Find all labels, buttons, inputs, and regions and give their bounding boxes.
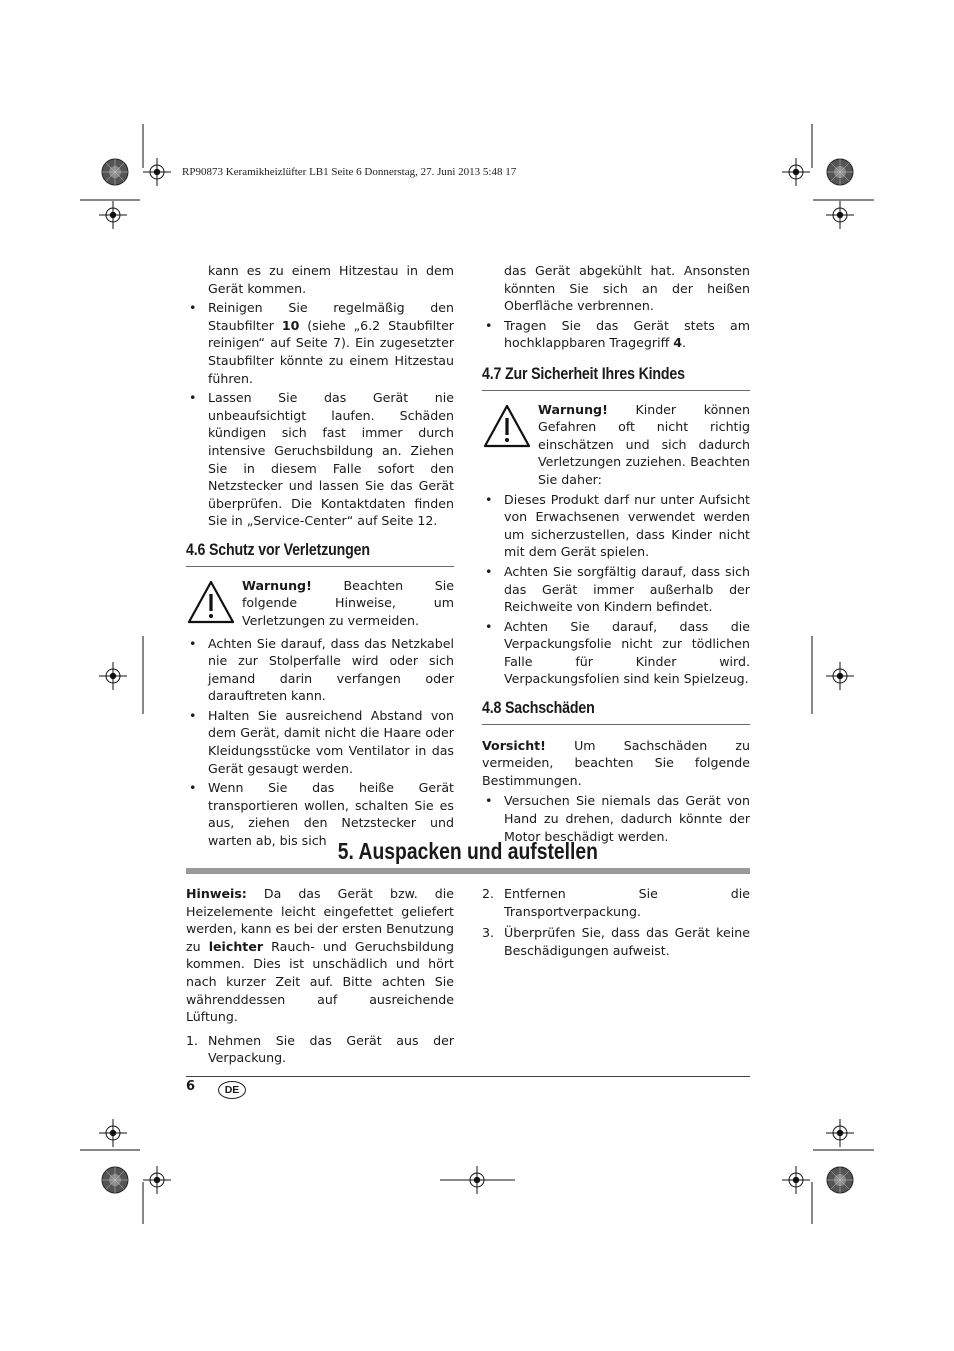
language-badge: DE bbox=[218, 1081, 246, 1099]
list-item: • Reinigen Sie regelmäßig den Staubfilter 10 (siehe „6.2 Staubfilter reinigen“ auf Seite 7). Ein zugesetzter Staubfilter könnte zu einem Hitzestau führen. bbox=[186, 299, 454, 387]
section-4-8 bbox=[482, 700, 750, 845]
list-item: • Wenn Sie das heiße Gerät transportieren wollen, schalten Sie es aus, ziehen den Netzstecker und warten ab, bis sich bbox=[186, 779, 454, 849]
intro-text: kann es zu einem Hitzestau in dem Gerät kommen. bbox=[208, 263, 454, 296]
heading-rule bbox=[482, 724, 750, 725]
heading-rule bbox=[186, 566, 454, 567]
chapter-heading: 5. Auspacken und aufstellen bbox=[337, 838, 599, 864]
list-item: • Dieses Produkt darf nur unter Aufsicht von Erwachsenen verwendet werden um sicherzustellen, dass Kinder nicht mit dem Gerät spielen. bbox=[482, 491, 750, 561]
chapter-heading-bar bbox=[186, 868, 750, 874]
step-item: 2. Entfernen Sie die Transportverpackung. bbox=[482, 886, 750, 919]
color-wheel-mark bbox=[102, 159, 128, 185]
list-item: • Halten Sie ausreichend Abstand von dem Gerät, damit nicht die Haare oder Kleidungsstücke vom Ventilator in das Gerät gesaugt werden. bbox=[186, 707, 454, 777]
continuation-text: das Gerät abgekühlt hat. Ansonsten könnten Sie sich an der heißen Oberfläche verbrennen. bbox=[504, 263, 750, 314]
warning-box: Warnung! Beachten Sie folgende Hinweise, um Verletzungen zu vermeiden. bbox=[186, 577, 454, 643]
section-heading: 4.6 Schutz vor Verletzungen bbox=[186, 540, 370, 559]
section-4-6 bbox=[186, 542, 454, 850]
warning-triangle-icon bbox=[186, 579, 236, 625]
warning-triangle-icon bbox=[482, 403, 532, 449]
list-item: • Lassen Sie das Gerät nie unbeaufsichtigt laufen. Schäden kündigen sich fast immer durch intensive Geruchsbildung an. Ziehen Sie in diesem Falle sofort den Netzstecker und lassen Sie das Gerät überprüfen. Die Kontaktdaten finden Sie in „Service-Center“ auf Seite 12. bbox=[186, 389, 454, 530]
note-text: Hinweis: Da das Gerät bzw. die Heizelemente leicht eingefettet geliefert werden, kann es bei der ersten Benutzung zu leichter Rauch- und Geruchsbildung kommen. Dies ist unschädlich und hört nach kurzer Zeit auf. Bitte achten Sie währenddessen auf ausreichende Lüftung. bbox=[186, 886, 454, 1025]
left-column bbox=[186, 262, 454, 852]
caution-text: Vorsicht! Um Sachschäden zu vermeiden, beachten Sie folgende Bestimmungen. bbox=[482, 737, 750, 788]
heading-rule bbox=[482, 390, 750, 391]
list-item: • Versuchen Sie niemals das Gerät von Hand zu drehen, dadurch könnte der Motor beschädigt werden. bbox=[482, 792, 750, 845]
list-item: • Achten Sie darauf, dass die Verpackungsfolie nicht zur tödlichen Falle für Kinder wird. Verpackungsfolien sind kein Spielzeug. bbox=[482, 618, 750, 688]
chapter-5-left bbox=[186, 885, 454, 1071]
step-item: 1. Nehmen Sie das Gerät aus der Verpackung. bbox=[186, 1032, 454, 1066]
section-heading: 4.7 Zur Sicherheit Ihres Kindes bbox=[482, 364, 685, 383]
footer-rule bbox=[186, 1076, 750, 1077]
warning-box: Warnung! Kinder können Gefahren oft nicht richtig einschätzen und sich dadurch Verletzungen zuziehen. Beachten Sie daher: bbox=[482, 401, 750, 489]
list-item: • Tragen Sie das Gerät stets am hochklappbaren Tragegriff 4. bbox=[482, 317, 750, 352]
section-heading: 4.8 Sachschäden bbox=[482, 699, 595, 718]
print-header-line: RP90873 Keramikheizlüfter LB1 Seite 6 Donnerstag, 27. Juni 2013 5:48 17 bbox=[182, 166, 517, 178]
list-item: • Achten Sie darauf, dass das Netzkabel nie zur Stolperfalle wird oder sich jemand darin verfangen oder darauftreten kann. bbox=[186, 635, 454, 705]
right-column bbox=[482, 262, 750, 847]
section-4-7 bbox=[482, 366, 750, 688]
page-number: 6 bbox=[186, 1079, 196, 1094]
chapter-5-right bbox=[482, 885, 750, 963]
step-item: 3. Überprüfen Sie, dass das Gerät keine Beschädigungen aufweist. bbox=[482, 925, 750, 958]
list-item: • Achten Sie sorgfältig darauf, dass sich das Gerät immer außerhalb der Reichweite von Kindern befindet. bbox=[482, 563, 750, 616]
